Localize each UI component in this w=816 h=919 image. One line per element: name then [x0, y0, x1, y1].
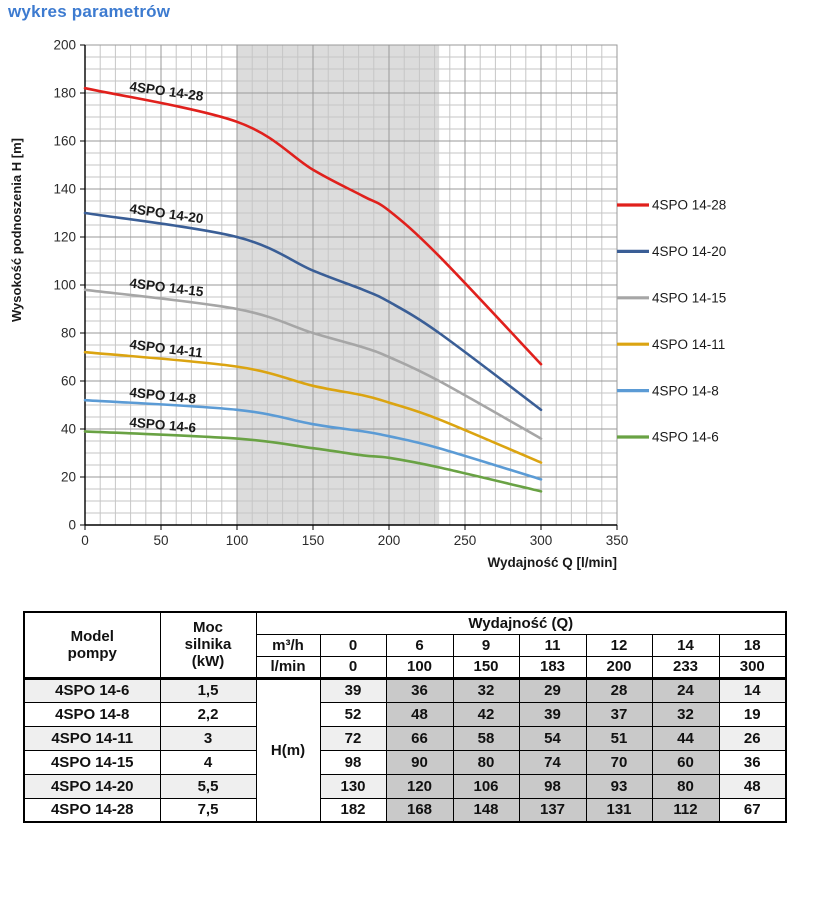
curve-label-4spo-14-28: 4SPO 14-28 [128, 78, 205, 104]
flow-m3h-value: 14 [652, 634, 719, 656]
flow-lmin-value: 183 [519, 656, 586, 678]
head-value-cell: 90 [386, 750, 453, 774]
head-value-cell: 39 [320, 678, 386, 702]
y-tick-label: 100 [53, 277, 76, 293]
legend-label-4spo-14-15: 4SPO 14-15 [652, 290, 727, 306]
page-title: wykres parametrów [8, 2, 171, 21]
head-value-cell: 26 [719, 726, 786, 750]
x-tick-label: 350 [605, 533, 629, 548]
curve-label-4spo-14-20: 4SPO 14-20 [128, 201, 205, 227]
flow-m3h-value: 0 [320, 634, 386, 656]
power-cell: 2,2 [160, 702, 256, 726]
pump-curves-chart [0, 35, 816, 610]
power-cell: 4 [160, 750, 256, 774]
head-value-cell: 80 [652, 774, 719, 798]
head-value-cell: 120 [386, 774, 453, 798]
y-tick-label: 140 [53, 181, 76, 197]
head-value-cell: 42 [453, 702, 519, 726]
x-axis-title: Wydajność Q [l/min] [487, 555, 617, 570]
col-header-power: Moc silnika (kW) [160, 612, 256, 678]
x-tick-label: 100 [225, 533, 249, 548]
y-tick-label: 120 [53, 229, 76, 245]
table-row-4spo-14-8 [24, 702, 786, 726]
x-tick-label: 300 [529, 533, 553, 548]
y-tick-label: 160 [53, 133, 76, 149]
flow-lmin-value: 100 [386, 656, 453, 678]
head-value-cell: 74 [519, 750, 586, 774]
y-tick-label: 80 [60, 325, 76, 341]
head-value-cell: 36 [386, 678, 453, 702]
head-value-cell: 51 [586, 726, 652, 750]
head-value-cell: 58 [453, 726, 519, 750]
head-value-cell: 28 [586, 678, 652, 702]
flow-lmin-value: 150 [453, 656, 519, 678]
flow-lmin-value: 200 [586, 656, 652, 678]
head-value-cell: 32 [453, 678, 519, 702]
col-header-model: Model pompy [24, 612, 160, 678]
power-cell: 3 [160, 726, 256, 750]
curve-label-4spo-14-8: 4SPO 14-8 [128, 384, 197, 407]
y-tick-label: 0 [68, 517, 76, 533]
head-value-cell: 24 [652, 678, 719, 702]
y-axis-title: Wysokość podnoszenia H [m] [9, 138, 24, 322]
head-value-cell: 14 [719, 678, 786, 702]
curve-label-4spo-14-11: 4SPO 14-11 [128, 336, 204, 361]
table-row-4spo-14-15 [24, 750, 786, 774]
head-value-cell: 44 [652, 726, 719, 750]
head-value-cell: 52 [320, 702, 386, 726]
flow-lmin-value: 0 [320, 656, 386, 678]
curve-label-4spo-14-6: 4SPO 14-6 [128, 414, 197, 436]
model-cell: 4SPO 14-8 [24, 702, 160, 726]
head-value-cell: 106 [453, 774, 519, 798]
head-value-cell: 60 [652, 750, 719, 774]
head-value-cell: 137 [519, 798, 586, 822]
table-body [24, 678, 786, 822]
x-tick-label: 150 [301, 533, 325, 548]
head-value-cell: 29 [519, 678, 586, 702]
unit-m3h: m³/h [256, 634, 320, 656]
table-row-4spo-14-20 [24, 774, 786, 798]
flow-lmin-value: 300 [719, 656, 786, 678]
x-tick-label: 50 [153, 533, 169, 548]
unit-lmin: l/min [256, 656, 320, 678]
curve-label-4spo-14-15: 4SPO 14-15 [128, 275, 205, 300]
head-unit-cell: H(m) [256, 678, 320, 822]
head-value-cell: 168 [386, 798, 453, 822]
table-row-4spo-14-28 [24, 798, 786, 822]
flow-m3h-value: 11 [519, 634, 586, 656]
model-cell: 4SPO 14-11 [24, 726, 160, 750]
head-value-cell: 98 [519, 774, 586, 798]
head-value-cell: 131 [586, 798, 652, 822]
legend-label-4spo-14-28: 4SPO 14-28 [652, 197, 727, 213]
head-value-cell: 39 [519, 702, 586, 726]
col-header-flow: Wydajność (Q) [256, 612, 786, 634]
flow-m3h-value: 6 [386, 634, 453, 656]
head-value-cell: 48 [386, 702, 453, 726]
table-row-4spo-14-11 [24, 726, 786, 750]
head-value-cell: 93 [586, 774, 652, 798]
table-header [24, 612, 786, 678]
legend-label-4spo-14-6: 4SPO 14-6 [652, 429, 719, 445]
y-tick-label: 20 [60, 469, 76, 485]
y-tick-label: 60 [60, 373, 76, 389]
x-tick-label: 200 [377, 533, 401, 548]
flow-m3h-value: 12 [586, 634, 652, 656]
model-cell: 4SPO 14-20 [24, 774, 160, 798]
head-value-cell: 80 [453, 750, 519, 774]
power-cell: 1,5 [160, 678, 256, 702]
power-cell: 5,5 [160, 774, 256, 798]
model-cell: 4SPO 14-15 [24, 750, 160, 774]
parameters-table [23, 611, 787, 823]
head-value-cell: 148 [453, 798, 519, 822]
legend-label-4spo-14-8: 4SPO 14-8 [652, 383, 719, 399]
head-value-cell: 67 [719, 798, 786, 822]
flow-lmin-value: 233 [652, 656, 719, 678]
y-tick-label: 180 [53, 85, 76, 101]
head-value-cell: 19 [719, 702, 786, 726]
head-value-cell: 130 [320, 774, 386, 798]
head-value-cell: 32 [652, 702, 719, 726]
head-value-cell: 37 [586, 702, 652, 726]
y-tick-label: 200 [53, 37, 76, 53]
model-cell: 4SPO 14-28 [24, 798, 160, 822]
head-value-cell: 48 [719, 774, 786, 798]
model-cell: 4SPO 14-6 [24, 678, 160, 702]
flow-m3h-value: 18 [719, 634, 786, 656]
head-value-cell: 70 [586, 750, 652, 774]
head-value-cell: 66 [386, 726, 453, 750]
head-value-cell: 72 [320, 726, 386, 750]
legend-label-4spo-14-20: 4SPO 14-20 [652, 244, 727, 260]
head-value-cell: 54 [519, 726, 586, 750]
x-tick-label: 250 [453, 533, 477, 548]
head-value-cell: 36 [719, 750, 786, 774]
power-cell: 7,5 [160, 798, 256, 822]
y-tick-label: 40 [60, 421, 76, 437]
head-value-cell: 98 [320, 750, 386, 774]
legend-label-4spo-14-11: 4SPO 14-11 [652, 336, 726, 352]
x-tick-label: 0 [81, 533, 89, 548]
table-row-4spo-14-6 [24, 678, 786, 702]
flow-m3h-value: 9 [453, 634, 519, 656]
head-value-cell: 182 [320, 798, 386, 822]
head-value-cell: 112 [652, 798, 719, 822]
